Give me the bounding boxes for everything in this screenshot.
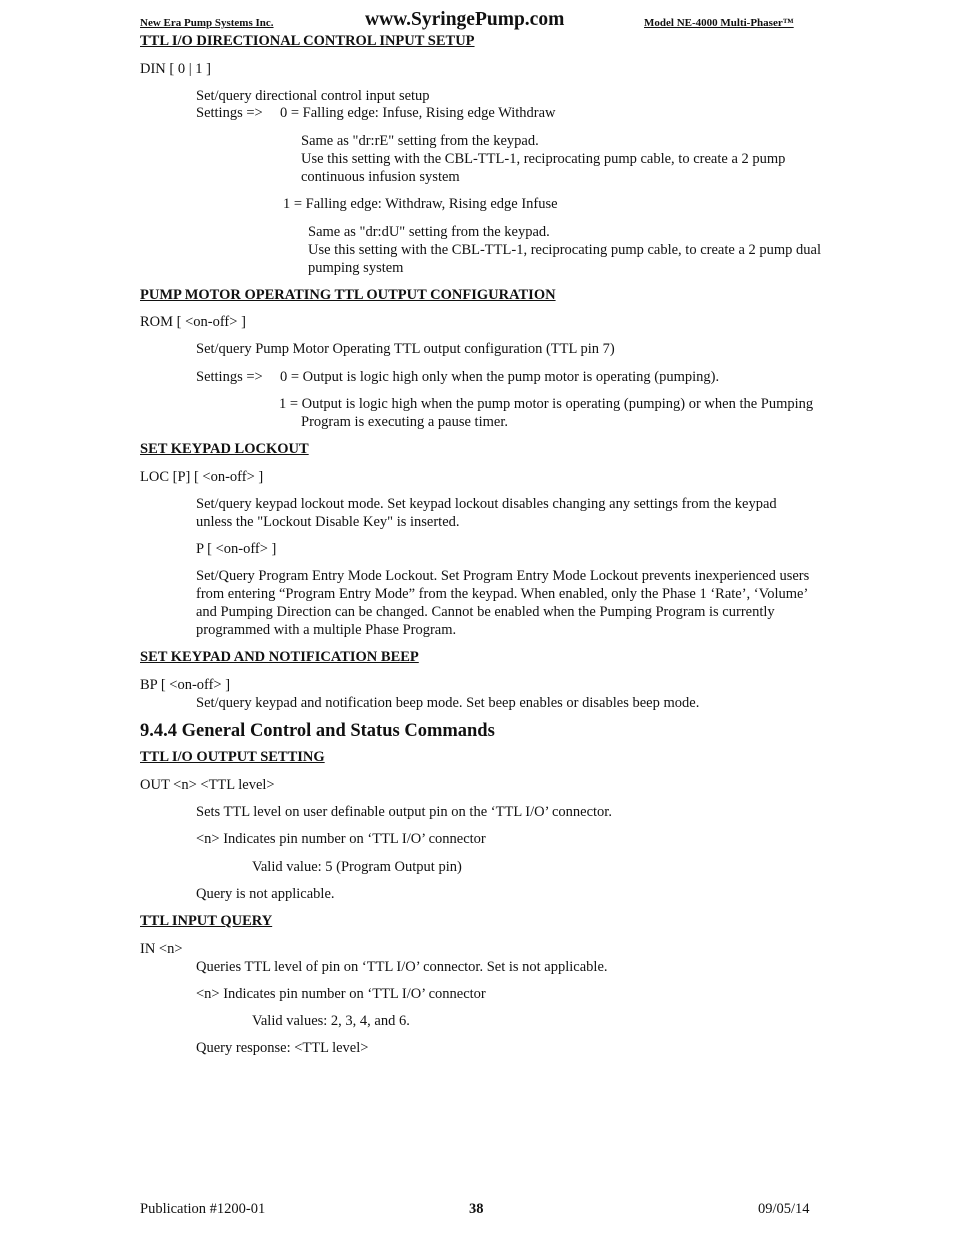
rom-option-1-cont: Program is executing a pause timer. bbox=[301, 414, 508, 430]
rom-settings-label: Settings => bbox=[196, 369, 263, 385]
din-option-1: 1 = Falling edge: Withdraw, Rising edge Infuse bbox=[283, 196, 558, 212]
rom-desc: Set/query Pump Motor Operating TTL output configuration (TTL pin 7) bbox=[196, 341, 615, 357]
din-option-0-note: Use this setting with the CBL-TTL-1, reciprocating pump cable, to create a 2 pump bbox=[301, 151, 786, 167]
out-n-desc: <n> Indicates pin number on ‘TTL I/O’ connector bbox=[196, 831, 486, 847]
din-option-0-note: continuous infusion system bbox=[301, 169, 460, 185]
rom-title: PUMP MOTOR OPERATING TTL OUTPUT CONFIGURATION bbox=[140, 287, 556, 303]
in-response: Query response: <TTL level> bbox=[196, 1040, 369, 1056]
loc-p-desc: programmed with a multiple Phase Program. bbox=[196, 622, 457, 638]
loc-title: SET KEYPAD LOCKOUT bbox=[140, 441, 309, 457]
din-option-1-note: pumping system bbox=[308, 260, 404, 276]
header-company: New Era Pump Systems Inc. bbox=[140, 17, 274, 29]
loc-desc-cont: unless the "Lockout Disable Key" is inserted. bbox=[196, 514, 460, 530]
din-option-1-note: Same as "dr:dU" setting from the keypad. bbox=[308, 224, 550, 240]
bp-title: SET KEYPAD AND NOTIFICATION BEEP bbox=[140, 649, 419, 665]
in-n-desc: <n> Indicates pin number on ‘TTL I/O’ connector bbox=[196, 986, 486, 1002]
rom-option-1: 1 = Output is logic high when the pump motor is operating (pumping) or when the Pumping bbox=[279, 396, 814, 412]
page-number: 38 bbox=[469, 1201, 484, 1217]
din-desc: Set/query directional control input setup bbox=[196, 88, 430, 104]
loc-p-desc: Set/Query Program Entry Mode Lockout. Set Program Entry Mode Lockout prevents inexperienced users bbox=[196, 568, 810, 584]
out-valid-value: Valid value: 5 (Program Output pin) bbox=[252, 859, 462, 875]
loc-desc: Set/query keypad lockout mode. Set keypad lockout disables changing any settings from the keypad bbox=[196, 496, 777, 512]
out-syntax: OUT <n> <TTL level> bbox=[140, 777, 275, 793]
din-syntax: DIN [ 0 | 1 ] bbox=[140, 61, 211, 77]
in-desc: Queries TTL level of pin on ‘TTL I/O’ connector. Set is not applicable. bbox=[196, 959, 608, 975]
in-title: TTL INPUT QUERY bbox=[140, 913, 273, 929]
out-title: TTL I/O OUTPUT SETTING bbox=[140, 749, 325, 765]
footer-publication: Publication #1200-01 bbox=[140, 1201, 266, 1217]
section-heading: 9.4.4 General Control and Status Commands bbox=[140, 721, 495, 741]
bp-syntax: BP [ <on-off> ] bbox=[140, 677, 231, 693]
rom-option-0: 0 = Output is logic high only when the pump motor is operating (pumping). bbox=[280, 369, 720, 385]
header-url: www.SyringePump.com bbox=[365, 9, 565, 30]
footer-date: 09/05/14 bbox=[758, 1201, 810, 1217]
loc-syntax: LOC [P] [ <on-off> ] bbox=[140, 469, 264, 485]
rom-syntax: ROM [ <on-off> ] bbox=[140, 314, 246, 330]
header-model: Model NE-4000 Multi-Phaser™ bbox=[644, 17, 794, 29]
in-valid-values: Valid values: 2, 3, 4, and 6. bbox=[252, 1013, 410, 1029]
out-query: Query is not applicable. bbox=[196, 886, 335, 902]
loc-p-desc: from entering “Program Entry Mode” from the keypad. When enabled, only the Phase 1 ‘Rate’, ‘Volume’ bbox=[196, 586, 809, 602]
in-syntax: IN <n> bbox=[140, 941, 183, 957]
out-desc: Sets TTL level on user definable output pin on the ‘TTL I/O’ connector. bbox=[196, 804, 612, 820]
din-option-1-note: Use this setting with the CBL-TTL-1, reciprocating pump cable, to create a 2 pump dual bbox=[308, 242, 821, 258]
din-title: TTL I/O DIRECTIONAL CONTROL INPUT SETUP bbox=[140, 33, 475, 49]
din-option-0-note: Same as "dr:rE" setting from the keypad. bbox=[301, 133, 539, 149]
din-option-0: 0 = Falling edge: Infuse, Rising edge Withdraw bbox=[280, 105, 556, 121]
din-settings-label: Settings => bbox=[196, 105, 263, 121]
bp-desc: Set/query keypad and notification beep mode. Set beep enables or disables beep mode. bbox=[196, 695, 700, 711]
loc-p-syntax: P [ <on-off> ] bbox=[196, 541, 277, 557]
loc-p-desc: and Pumping Direction can be changed. Cannot be enabled when the Pumping Program is currently bbox=[196, 604, 775, 620]
